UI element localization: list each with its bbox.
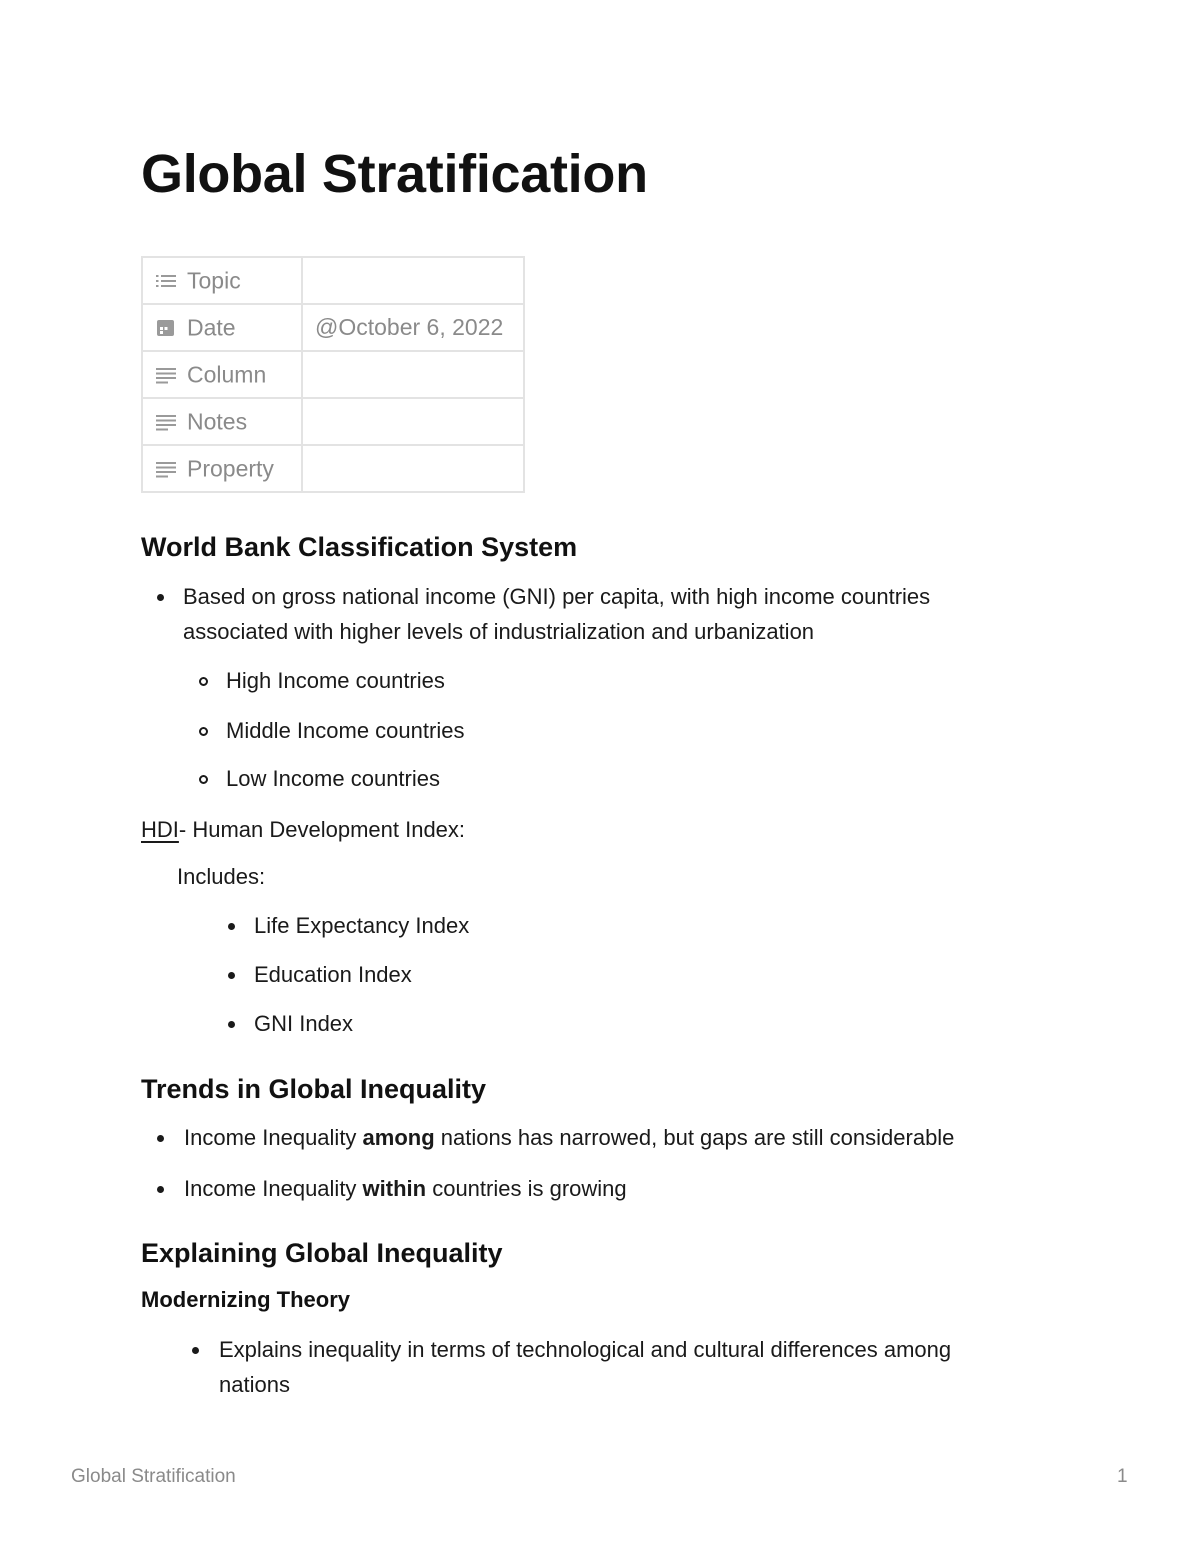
property-value[interactable] (302, 398, 524, 445)
includes-label: Includes: (177, 864, 266, 889)
property-label: Column (187, 361, 267, 388)
text-span: countries is growing (426, 1176, 627, 1201)
property-value[interactable]: @October 6, 2022 (302, 304, 524, 351)
section-heading-world-bank: World Bank Classification System (141, 532, 578, 562)
property-row[interactable] (142, 257, 524, 304)
list-item: Low Income countries (226, 766, 440, 791)
list-icon (155, 272, 177, 290)
section-heading-explaining: Explaining Global Inequality (141, 1238, 503, 1268)
property-value[interactable] (302, 257, 524, 304)
properties-table (141, 256, 525, 493)
bullet-dot (157, 1135, 164, 1142)
bullet-dot (228, 1021, 235, 1028)
property-label: Property (187, 455, 274, 482)
list-item-continuation: associated with higher levels of industrialization and urbanization (183, 619, 815, 644)
bullet-circle (199, 677, 208, 686)
hdi-abbreviation: HDI (141, 817, 179, 842)
bullet-dot (157, 594, 164, 601)
text-icon (155, 413, 177, 431)
list-item: Based on gross national income (GNI) per capita, with high income countries (183, 584, 931, 609)
property-row[interactable] (142, 304, 524, 351)
property-value[interactable] (302, 351, 524, 398)
text-span: Income Inequality (184, 1176, 363, 1201)
property-row[interactable] (142, 351, 524, 398)
list-item (184, 1125, 954, 1151)
list-item: High Income countries (226, 668, 445, 693)
subheading-modernizing-theory: Modernizing Theory (141, 1287, 350, 1312)
list-item: Explains inequality in terms of technological and cultural differences among (219, 1337, 952, 1362)
text-span: Income Inequality (184, 1125, 363, 1150)
page-title: Global Stratification (141, 144, 648, 204)
bullet-dot (228, 923, 235, 930)
hdi-description: - Human Development Index: (178, 817, 466, 842)
property-label: Notes (187, 408, 248, 435)
list-item-continuation: nations (219, 1372, 290, 1397)
bullet-dot (228, 972, 235, 979)
page-number: 1 (1117, 1466, 1128, 1487)
property-value[interactable] (302, 445, 524, 492)
list-item: Life Expectancy Index (254, 913, 470, 938)
calendar-icon (155, 319, 177, 337)
property-row[interactable] (142, 398, 524, 445)
property-row[interactable] (142, 445, 524, 492)
emphasis-within: within (362, 1176, 427, 1201)
bullet-circle (199, 727, 208, 736)
bullet-dot (192, 1347, 199, 1354)
emphasis-among: among (362, 1125, 435, 1150)
property-label: Date (187, 314, 236, 341)
bullet-circle (199, 775, 208, 784)
section-heading-trends: Trends in Global Inequality (141, 1074, 487, 1104)
bullet-dot (157, 1186, 164, 1193)
hdi-line (141, 817, 465, 843)
text-icon (155, 366, 177, 384)
list-item: Education Index (254, 962, 412, 987)
footer-title: Global Stratification (71, 1466, 236, 1487)
list-item (184, 1176, 627, 1202)
list-item: GNI Index (254, 1011, 354, 1036)
list-item: Middle Income countries (226, 718, 465, 743)
property-label: Topic (187, 267, 241, 294)
text-span: nations has narrowed, but gaps are still considerable (434, 1125, 955, 1150)
text-icon (155, 460, 177, 478)
